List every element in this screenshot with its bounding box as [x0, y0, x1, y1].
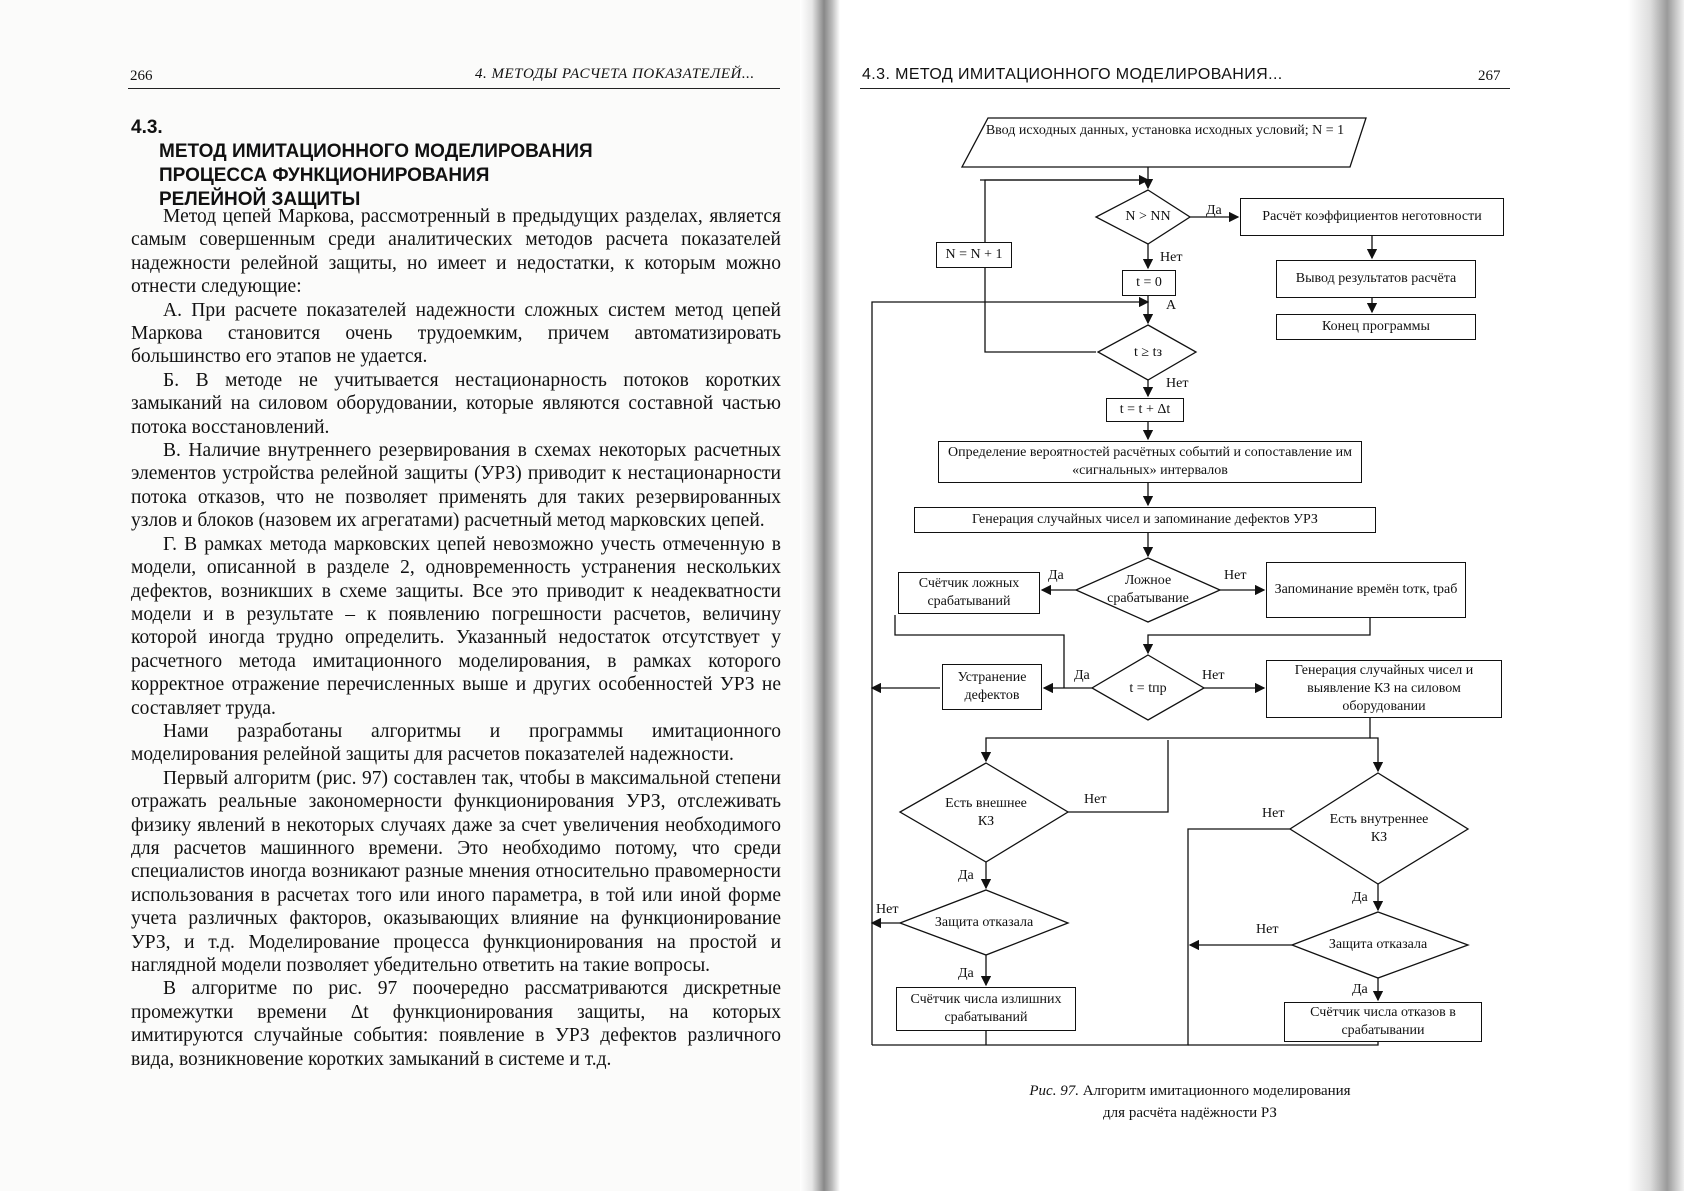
paragraph-a: А. При расчете показателей надежности сложных систем метод цепей Маркова становится очень трудоемким, причем автоматизировать большинство его этапов не удается.	[131, 299, 781, 368]
fc-probabilities: Определение вероятностей расчётных событий и сопоставление им «сигнальных» интервалов	[938, 441, 1362, 483]
section-title-line-2: ПРОЦЕССА ФУНКЦИОНИРОВАНИЯ	[159, 165, 490, 186]
fc-generate-kz: Генерация случайных чисел и выявление КЗ на силовом оборудовании	[1266, 660, 1502, 718]
fc-calc-coefficients: Расчёт коэффициентов неготовности	[1240, 198, 1504, 236]
fc-t-increment: t = t + Δt	[1106, 398, 1184, 422]
label-no-1: Нет	[1160, 250, 1183, 265]
figure-caption	[960, 1080, 1420, 1124]
fc-false-trigger: Ложное срабатывание	[1107, 573, 1189, 606]
fc-t-ge-tz: t ≥ tз	[1134, 345, 1162, 360]
paragraph-b: Б. В методе не учитывается нестационарность потоков коротких замыканий на силовом оборудовании, которые являются составной частью потока восстановлений.	[131, 369, 781, 438]
label-yes-5: Да	[1352, 890, 1368, 905]
label-yes-1: Да	[1206, 203, 1222, 218]
left-running-head: 4. МЕТОДЫ РАСЧЕТА ПОКАЗАТЕЛЕЙ...	[475, 66, 755, 82]
label-a: А	[1166, 298, 1177, 313]
paragraph-g: Г. В рамках метода марковских цепей невозможно учесть отмеченную в модели, описанной в разделе 2, одновременность устранения нескольких дефектов, возникших в схеме защиты. Все это приводит к неадекватности модели и в результате – к появлению погрешности расчетов, величину которой иногда трудно определить. Указанный недостаток отсутствует у расчетного метода имитационного моделирования, в рамках которого корректное отражение перечисленных выше и других особенностей УРЗ не составляет труда.	[131, 533, 781, 719]
right-page-number: 267	[1478, 68, 1501, 84]
section-number: 4.3.	[131, 117, 163, 138]
fc-protection-failed-right: Защита отказала	[1328, 937, 1428, 952]
fc-n-increment: N = N + 1	[936, 242, 1012, 268]
label-no-8: Нет	[1256, 922, 1279, 937]
label-no-7: Нет	[876, 902, 899, 917]
label-yes-7: Да	[1352, 982, 1368, 997]
fc-input-data: Ввод исходных данных, установка исходных условий; N = 1	[985, 123, 1345, 138]
caption-text-line-2: для расчёта надёжности РЗ	[1103, 1105, 1277, 1121]
fc-internal-kz: Есть внутреннее КЗ	[1329, 812, 1429, 845]
right-running-head: 4.3. МЕТОД ИМИТАЦИОННОГО МОДЕЛИРОВАНИЯ...	[862, 66, 1283, 83]
label-no-5: Нет	[1084, 792, 1107, 807]
fc-failure-counter: Счётчик числа отказов в срабатывании	[1284, 1002, 1482, 1042]
fc-external-kz: Есть внешнее КЗ	[945, 796, 1027, 829]
fc-false-counter: Счётчик ложных срабатываний	[898, 572, 1040, 614]
label-yes-4: Да	[958, 868, 974, 883]
fc-eliminate-defects: Устранение дефектов	[942, 664, 1042, 710]
paragraph-algorithm-steps: В алгоритме по рис. 97 поочередно рассматриваются дискретные промежутки времени Δt функционирования защиты, на которых имитируются случайные события: появление в УРЗ дефектов различного вида, возникновение коротких замыканий в системе и т.д.	[131, 978, 781, 1070]
left-page-number: 266	[130, 68, 153, 84]
paragraph-intro: Метод цепей Маркова, рассмотренный в предыдущих разделах, является самым совершенным среди аналитических методов расчета показателей надежности релейной защиты, но имеет и недостатки, к которым можно отнести следующие:	[131, 206, 781, 298]
section-title-line-1: МЕТОД ИМИТАЦИОННОГО МОДЕЛИРОВАНИЯ	[159, 141, 593, 162]
paragraph-first-algorithm: Первый алгоритм (рис. 97) составлен так, чтобы в максимальной степени отражать реальные закономерности функционирования УРЗ, отслеживать физику явлений в некоторых случаях даже за счет увеличения необходимого для расчетов машинного времени. Это необходимо потому, что среди специалистов иногда возникают разные мнения относительно правомерности использования в расчетах того или иного параметра, в той или иной форме учета различных факторов, оказывающих влияние на функционирование УРЗ, и т.д. Моделирование процесса функционирования на простой и наглядной модели позволяет убедительно ответить на такие вопросы.	[131, 767, 781, 976]
label-yes-3: Да	[1074, 668, 1090, 683]
label-no-2: Нет	[1166, 376, 1189, 391]
fc-excess-counter: Счётчик числа излишних срабатываний	[896, 987, 1076, 1031]
fc-remember-times: Запоминание времён tотк, tраб	[1266, 562, 1466, 618]
label-no-3: Нет	[1224, 568, 1247, 583]
fc-end-program: Конец программы	[1276, 314, 1476, 340]
fc-protection-failed-left: Защита отказала	[934, 915, 1034, 930]
label-yes-2: Да	[1048, 568, 1064, 583]
caption-text-line-1: Алгоритм имитационного моделирования	[1082, 1083, 1351, 1099]
fc-output-results: Вывод результатов расчёта	[1276, 260, 1476, 298]
fc-generate-random: Генерация случайных чисел и запоминание дефектов УРЗ	[914, 507, 1376, 533]
label-no-4: Нет	[1202, 668, 1225, 683]
caption-figure-number: Рис. 97.	[1029, 1083, 1079, 1099]
paragraph-v: В. Наличие внутреннего резервирования в схемах некоторых расчетных элементов устройства релейной защиты (УРЗ) приводит к нестационарности потока отказов, что не позволяет применять для таких резервированных узлов и блоков (назовем их агрегатами) расчетный метод марковских цепей.	[131, 440, 781, 532]
fc-n-gt-nn: N > NN	[1125, 209, 1171, 224]
label-yes-6: Да	[958, 966, 974, 981]
label-no-6: Нет	[1262, 806, 1285, 821]
fc-t-eq-tpr: t = tпр	[1129, 681, 1167, 696]
fc-t-zero: t = 0	[1122, 270, 1176, 296]
section-title-line-3: РЕЛЕЙНОЙ ЗАЩИТЫ	[159, 189, 361, 210]
paragraph-algorithms: Нами разработаны алгоритмы и программы имитационного моделирования релейной защиты для расчетов показателей надежности.	[131, 720, 781, 766]
